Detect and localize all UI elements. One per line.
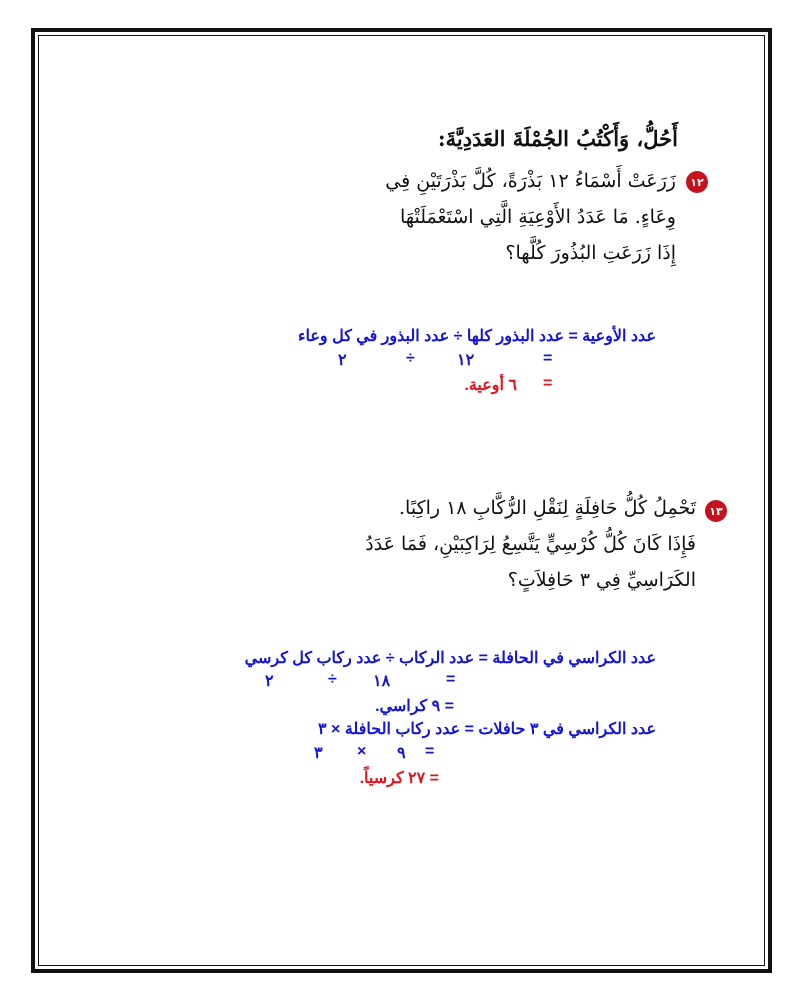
answer-13-factor-a: ٩ bbox=[397, 745, 406, 762]
answer-13-dividend: ١٨ bbox=[373, 673, 391, 690]
answer-13-seat-count: = ٩ كراسي. bbox=[375, 698, 454, 715]
answer-12-divisor: ٢ bbox=[338, 352, 347, 369]
question-12-line-3: إِذَا زَرَعَتِ البُذُورَ كُلَّها؟ bbox=[505, 242, 676, 264]
answer-12-result-equals: = bbox=[543, 375, 553, 392]
question-13-line-2: فَإِذَا كَانَ كُلُّ كُرْسِيٍّ يَتَّسِعُ لِرَاكِبَيْنِ، فَمَا عَدَدُ bbox=[365, 533, 696, 555]
answer-13-factor-b: ٣ bbox=[314, 745, 323, 762]
answer-12-result: ٦ أوعية. bbox=[464, 377, 517, 394]
answer-12-equals-sign: = bbox=[543, 350, 553, 367]
question-13-line-1: تَحْمِلُ كُلُّ حَافِلَةٍ لِنَقْلِ الرُّكَّابِ ١٨ راكِبًا. bbox=[399, 497, 696, 519]
answer-13-divisor: ٢ bbox=[265, 673, 274, 690]
answer-12-dividend: ١٢ bbox=[457, 352, 475, 369]
answer-12-equation-1: عدد الأوعية = عدد البذور كلها ÷ عدد البذور في كل وعاء bbox=[297, 328, 656, 345]
answer-13-equals-sign: = bbox=[446, 671, 456, 688]
answer-13-multiply-operator: × bbox=[357, 743, 367, 760]
answer-12-divide-operator: ÷ bbox=[406, 350, 415, 367]
answer-13-equals-sign-2: = bbox=[425, 743, 435, 760]
answer-13-final-result: = ٢٧ كرسياً. bbox=[359, 770, 439, 787]
question-12-line-2: وِعَاءٍ. مَا عَدَدُ الأَوْعِيَةِ الَّتِي اسْتَعْمَلَتْهَا bbox=[399, 206, 676, 228]
question-13-line-3: الكَرَاسِيِّ فِي ٣ حَافِلاَتٍ؟ bbox=[507, 569, 696, 591]
answer-13-equation-1: عدد الكراسي في الحافلة = عدد الركاب ÷ عدد ركاب كل كرسي bbox=[244, 650, 656, 667]
answer-13-divide-operator: ÷ bbox=[328, 671, 337, 688]
question-12-line-1: زَرَعَتْ أَسْمَاءُ ١٢ بَذْرَةً، كُلَّ بَذْرَتَيْنِ فِي bbox=[385, 170, 676, 192]
section-heading: أَحُلُّ، وَأَكْتُبُ الجُمْلَةَ العَدَدِيَّةَ: bbox=[437, 126, 678, 151]
question-13-number-badge: ١٣ bbox=[705, 500, 727, 522]
answer-13-equation-2: عدد الكراسي في ٣ حافلات = عدد ركاب الحافلة × ٣ bbox=[318, 721, 656, 738]
question-12-number-badge: ١٢ bbox=[686, 171, 708, 193]
